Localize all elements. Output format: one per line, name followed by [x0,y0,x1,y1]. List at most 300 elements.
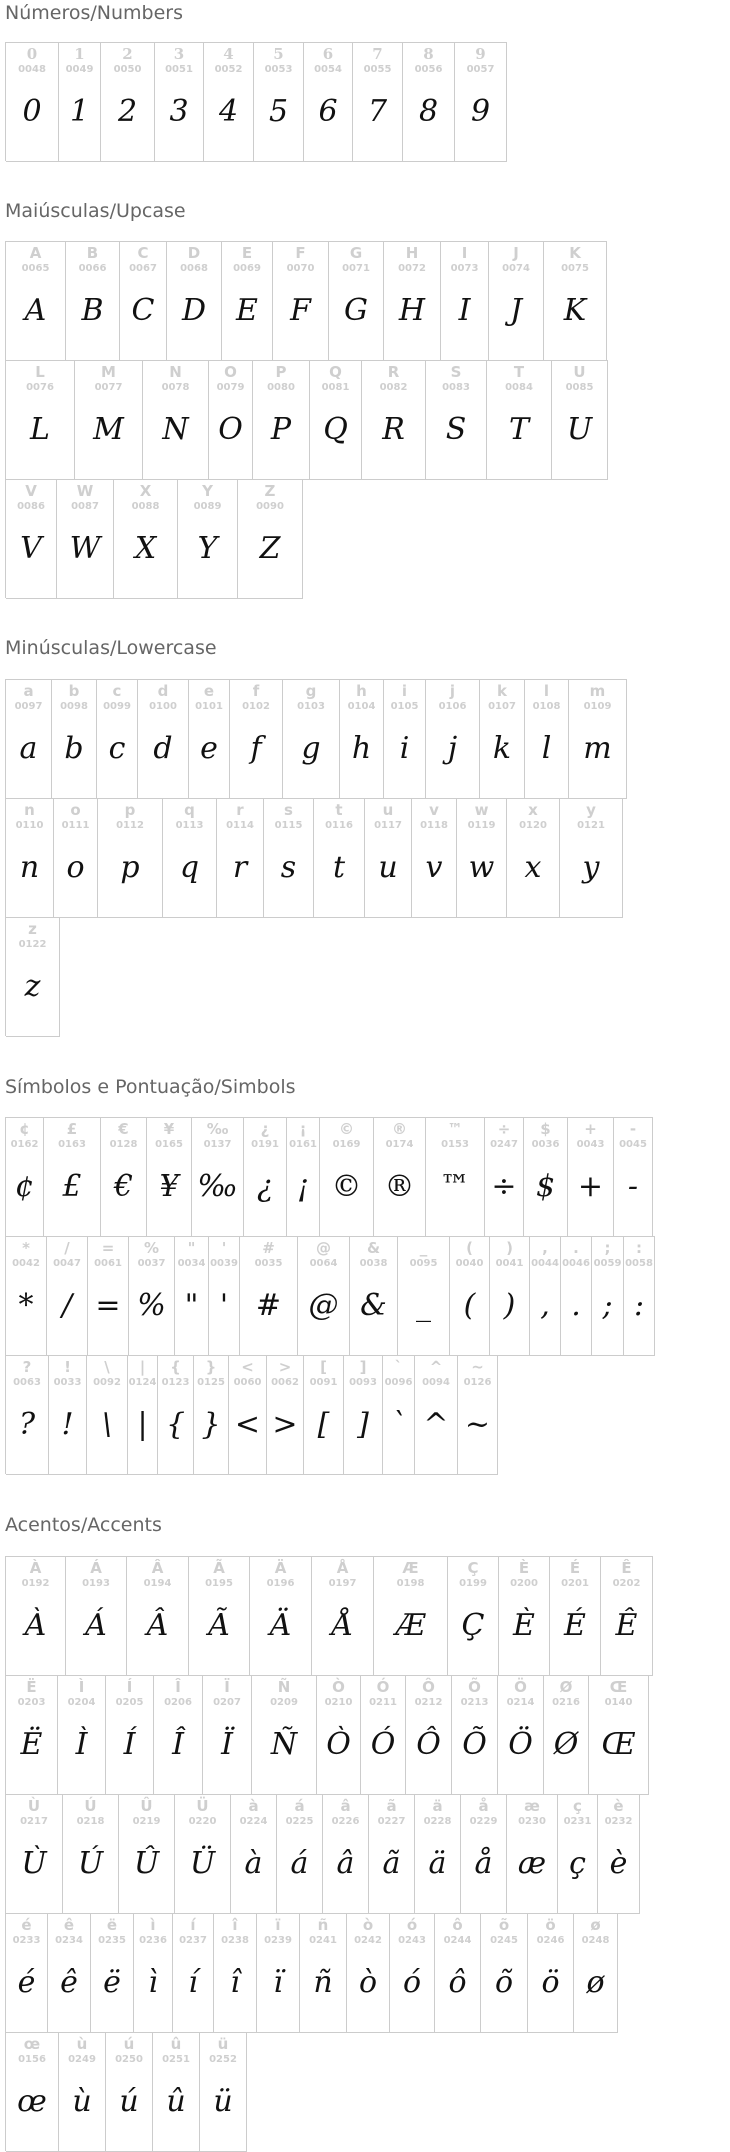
glyph-code-label: 0056 [414,64,443,75]
glyph-char-label: c [112,682,122,700]
glyph-sample: À [24,1608,47,1643]
glyph-code-label: 0105 [390,701,419,712]
glyph-code-label: 0089 [193,501,222,512]
glyph-cell [6,1795,63,1914]
glyph-sample: Î [172,1727,184,1762]
glyph-sample: , [540,1288,550,1323]
glyph-code-label: 0062 [271,1377,299,1388]
glyph-code-label: 0050 [113,64,142,75]
glyph-cell [426,680,480,799]
glyph-sample: û [166,2084,186,2119]
glyph-sample: : [633,1288,645,1323]
glyph-code-label: 0082 [379,382,408,393]
glyph-char-label: œ [23,2035,41,2053]
glyph-char-label: © [339,1120,354,1138]
glyph-char-label: n [24,801,35,819]
glyph-sample: £ [62,1169,82,1204]
glyph-char-label: 8 [423,45,434,63]
glyph-code-label: 0193 [82,1578,110,1589]
glyph-sample: @ [308,1288,339,1323]
glyph-row [5,1236,655,1355]
glyph-char-label: " [187,1239,196,1257]
glyph-char-label: ‰ [206,1120,229,1138]
glyph-char-label: Í [126,1678,133,1696]
glyph-char-label: $ [540,1120,551,1138]
glyph-char-label: Õ [468,1678,481,1696]
glyph-code-label: 0071 [342,263,370,274]
glyph-cell [598,1795,640,1914]
glyph-cell [158,1356,194,1475]
glyph-code-label: 0219 [132,1816,161,1827]
glyph-sample: J [509,293,523,328]
glyph-char-label: k [497,682,507,700]
glyph-sample: > [272,1407,298,1442]
glyph-sample: g [301,731,321,766]
glyph-code-label: 0051 [165,64,193,75]
glyph-char-label: Ô [422,1678,435,1696]
glyph-cell [298,1237,350,1356]
glyph-sample: ä [428,1846,447,1881]
glyph-sample: 2 [117,94,138,129]
glyph-sample: Ê [615,1608,638,1643]
glyph-char-label: f [252,682,260,700]
glyph-sample: é [17,1965,36,2000]
glyph-sample: = [95,1288,121,1323]
glyph-code-label: 0204 [67,1697,96,1708]
glyph-char-label: ¢ [19,1120,30,1138]
glyph-code-label: 0075 [561,263,589,274]
glyph-sample: w [468,850,495,885]
glyph-code-label: 0065 [21,263,50,274]
glyph-cell [63,1795,119,1914]
glyph-code-label: 0066 [78,263,107,274]
glyph-char-label: 9 [475,45,486,63]
glyph-sample: È [513,1608,535,1643]
glyph-sample: Ñ [270,1727,298,1762]
glyph-char-label: ! [64,1358,71,1376]
glyph-cell [353,43,403,162]
glyph-char-label: % [143,1239,160,1257]
glyph-sample: ¿ [256,1169,274,1204]
glyph-row [5,42,507,161]
glyph-sample: M [93,412,124,447]
glyph-cell [58,1676,106,1795]
glyph-char-label: ó [406,1916,418,1934]
glyph-char-label: ^ [429,1358,443,1376]
glyph-char-label: é [21,1916,32,1934]
glyph-char-label: ê [63,1916,75,1934]
glyph-code-label: 0109 [583,701,612,712]
glyph-sample: - [627,1169,639,1204]
glyph-sample: ] [357,1407,369,1442]
glyph-code-label: 0040 [455,1258,484,1269]
section-title-accents: Acentos/Accents [5,1514,162,1536]
glyph-cell [350,1237,398,1356]
glyph-code-label: 0115 [274,820,303,831]
glyph-code-label: 0090 [256,501,284,512]
glyph-code-label: 0242 [354,1935,382,1946]
glyph-cell [267,1356,304,1475]
glyph-sample: E [236,293,258,328]
glyph-char-label: Ó [376,1678,390,1696]
glyph-cell [254,43,304,162]
glyph-cell [277,1795,323,1914]
glyph-char-label: T [513,363,525,381]
glyph-sample: O [218,412,243,447]
glyph-char-label: Ö [514,1678,527,1696]
glyph-code-label: 0119 [467,820,496,831]
glyph-code-label: 0249 [68,2054,96,2065]
glyph-code-label: 0049 [65,64,94,75]
glyph-char-label: : [636,1239,642,1257]
glyph-sample: < [234,1407,261,1442]
glyph-code-label: 0205 [115,1697,144,1708]
glyph-sample: Õ [462,1727,487,1762]
glyph-char-label: N [169,363,182,381]
glyph-char-label: I [461,244,468,262]
glyph-cell [230,680,283,799]
glyph-code-label: 0038 [359,1258,388,1269]
glyph-char-label: â [340,1797,351,1815]
glyph-code-label: 0097 [14,701,43,712]
glyph-row [5,798,623,917]
glyph-code-label: 0228 [423,1816,452,1827]
glyph-cell [398,1237,450,1356]
glyph-sample: Á [85,1608,107,1643]
glyph-sample: ó [402,1965,422,2000]
glyph-code-label: 0161 [289,1139,317,1150]
glyph-cell [528,1914,574,2033]
glyph-sample: Å [331,1608,354,1643]
glyph-cell [406,1676,452,1795]
glyph-cell [524,1118,568,1237]
glyph-code-label: 0121 [577,820,605,831]
glyph-char-label: ù [76,2035,88,2053]
glyph-sample: ñ [313,1965,333,2000]
glyph-char-label: [ [320,1358,327,1376]
glyph-char-label: ö [545,1916,556,1934]
glyph-char-label: j [449,682,456,700]
glyph-sample: u [378,850,398,885]
glyph-cell [317,1676,361,1795]
glyph-code-label: 0238 [221,1935,249,1946]
glyph-code-label: 0244 [443,1935,472,1946]
glyph-char-label: } [205,1358,217,1376]
glyph-sample: ç [569,1846,586,1881]
glyph-sample: ï [273,1965,283,2000]
glyph-char-label: s [284,801,293,819]
glyph-sample: D [181,293,207,328]
glyph-code-label: 0165 [155,1139,183,1150]
glyph-code-label: 0060 [233,1377,262,1388]
glyph-cell [558,1795,598,1914]
glyph-char-label: X [139,482,152,500]
glyph-sample: 8 [418,94,439,129]
glyph-cell [499,1557,550,1676]
glyph-code-label: 0202 [612,1578,641,1589]
glyph-char-label: ¥ [163,1120,175,1138]
glyph-cell [569,680,627,799]
glyph-cell [175,1795,231,1914]
glyph-char-label: ~ [471,1358,484,1376]
glyph-row [5,241,607,360]
glyph-cell [589,1676,649,1795]
glyph-sample: Œ [601,1727,636,1762]
glyph-char-label: Ø [559,1678,573,1696]
glyph-cell [120,242,167,361]
glyph-char-label: \ [104,1358,110,1376]
glyph-char-label: ë [106,1916,118,1934]
glyph-char-label: 2 [122,45,133,63]
glyph-char-label: L [35,363,45,381]
glyph-char-label: _ [419,1239,428,1257]
glyph-char-label: Æ [402,1559,419,1577]
glyph-cell [48,1914,91,2033]
glyph-sample: ) [503,1288,516,1323]
glyph-row [5,2032,247,2151]
glyph-sample: í [188,1965,198,2000]
glyph-sample: W [69,531,101,566]
glyph-cell [6,1118,44,1237]
glyph-char-label: - [629,1120,637,1138]
glyph-cell [384,680,426,799]
glyph-cell [304,43,353,162]
glyph-cell [361,1676,406,1795]
glyph-cell [485,1118,524,1237]
glyph-code-label: 0102 [242,701,270,712]
glyph-sample: L [30,412,50,447]
glyph-sample: v [425,850,443,885]
glyph-sample: [ [317,1407,330,1442]
glyph-code-label: 0211 [369,1697,397,1708]
glyph-cell [238,480,303,599]
glyph-sample: Ã [208,1608,230,1643]
glyph-char-label: õ [498,1916,510,1934]
glyph-char-label: m [589,682,606,700]
glyph-sample: b [64,731,84,766]
glyph-cell [415,1795,461,1914]
glyph-cell [560,799,623,918]
glyph-sample: V [20,531,42,566]
glyph-char-label: ¿ [260,1120,270,1138]
glyph-cell [426,361,487,480]
glyph-char-label: ] [359,1358,367,1376]
glyph-code-label: 0239 [264,1935,292,1946]
glyph-cell [167,242,222,361]
glyph-sample: © [331,1169,362,1204]
glyph-sample: _ [416,1288,431,1323]
glyph-sample: x [524,850,542,885]
glyph-sample: ¡ [296,1169,310,1204]
glyph-code-label: 0104 [347,701,376,712]
glyph-char-label: t [335,801,343,819]
glyph-char-label: W [76,482,94,500]
glyph-char-label: ñ [317,1916,329,1934]
glyph-char-label: H [405,244,419,262]
glyph-sample: q [179,850,200,885]
glyph-code-label: 0117 [374,820,402,831]
glyph-cell [310,361,362,480]
glyph-char-label: ™ [447,1120,463,1138]
glyph-code-label: 0103 [297,701,325,712]
glyph-code-label: 0070 [286,263,315,274]
glyph-code-label: 0201 [561,1578,589,1589]
glyph-char-label: ï [275,1916,281,1934]
glyph-sample: c [108,731,126,766]
glyph-sample: s [280,850,297,885]
glyph-char-label: C [137,244,149,262]
glyph-char-label: Ê [621,1559,632,1577]
glyph-char-label: Å [336,1559,349,1577]
glyph-code-label: 0229 [469,1816,498,1827]
glyph-sample: Æ [395,1608,426,1643]
glyph-cell [101,43,155,162]
glyph-char-label: * [22,1239,30,1257]
glyph-cell [204,43,254,162]
glyph-cell [222,242,273,361]
glyph-cell [217,799,264,918]
glyph-cell [154,1676,203,1795]
glyph-sample: h [351,731,372,766]
glyph-row [5,679,627,798]
glyph-code-label: 0197 [328,1578,357,1589]
glyph-sample: ' [219,1288,229,1323]
glyph-char-label: Î [175,1678,181,1696]
glyph-char-label: Â [151,1559,164,1577]
glyph-code-label: 0252 [209,2054,237,2065]
glyph-cell [143,361,209,480]
glyph-sample: i [399,731,410,766]
glyph-cell [97,680,138,799]
glyph-cell [98,799,163,918]
glyph-cell [6,480,57,599]
glyph-char-label: / [64,1239,70,1257]
glyph-sample: Y [197,531,218,566]
glyph-char-label: Ã [213,1559,225,1577]
glyph-sample: r [232,850,248,885]
glyph-char-label: l [543,682,550,700]
glyph-sample: y [582,850,600,885]
glyph-code-label: 0124 [128,1377,157,1388]
glyph-char-label: Œ [609,1678,628,1696]
glyph-char-label: K [569,244,581,262]
glyph-sample: N [162,412,189,447]
glyph-sample: { [165,1407,186,1442]
glyph-cell [544,242,607,361]
glyph-char-label: 6 [322,45,334,63]
glyph-char-label: Ë [26,1678,37,1696]
glyph-code-label: 0044 [531,1258,559,1269]
glyph-char-label: @ [316,1239,331,1257]
glyph-char-label: h [356,682,367,700]
glyph-char-label: ú [123,2035,135,2053]
glyph-char-label: Ï [224,1678,230,1696]
glyph-sample: ú [119,2084,139,2119]
glyph-cell [383,1356,415,1475]
glyph-char-label: à [248,1797,259,1815]
glyph-char-label: À [29,1559,42,1577]
glyph-cell [6,1237,47,1356]
glyph-cell [138,680,189,799]
glyph-cell [435,1914,481,2033]
glyph-cell [173,1914,214,2033]
glyph-char-label: D [187,244,201,262]
glyph-cell [6,2033,59,2152]
glyph-code-label: 0055 [363,64,392,75]
glyph-row [5,1675,649,1794]
glyph-code-label: 0200 [510,1578,538,1589]
glyph-sample: Ä [269,1608,292,1643]
glyph-char-label: ò [362,1916,374,1934]
glyph-char-label: Ñ [277,1678,291,1696]
glyph-char-label: # [262,1239,275,1257]
glyph-sample: T [508,412,529,447]
glyph-char-label: F [295,244,306,262]
glyph-sample: " [184,1288,199,1323]
glyph-cell [273,242,329,361]
glyph-cell [52,680,97,799]
glyph-sample: è [609,1846,628,1881]
glyph-code-label: 0123 [161,1377,190,1388]
glyph-char-label: G [349,244,363,262]
glyph-char-label: î [232,1916,238,1934]
glyph-char-label: A [29,244,42,262]
glyph-code-label: 0041 [495,1258,524,1269]
section-title-symbols: Símbolos e Pontuação/Simbols [5,1076,296,1098]
glyph-cell [304,1356,344,1475]
glyph-code-label: 0054 [314,64,342,75]
glyph-sample: ! [61,1407,74,1442]
glyph-cell [6,1914,48,2033]
glyph-sample: % [137,1288,166,1323]
glyph-char-label: ; [604,1239,611,1257]
glyph-sample: | [137,1407,148,1442]
glyph-cell [192,1118,244,1237]
glyph-code-label: 0096 [384,1377,413,1388]
glyph-char-label: ( [466,1239,473,1257]
glyph-code-label: 0233 [12,1935,41,1946]
glyph-char-label: 0 [26,45,38,63]
glyph-sample: Ø [553,1727,579,1762]
glyph-sample: z [24,969,41,1004]
glyph-sample: j [447,731,458,766]
glyph-code-label: 0174 [385,1139,414,1150]
glyph-code-label: 0045 [619,1139,647,1150]
glyph-code-label: 0072 [398,263,426,274]
glyph-code-label: 0039 [210,1258,238,1269]
glyph-code-label: 0235 [98,1935,126,1946]
glyph-code-label: 0098 [60,701,88,712]
glyph-sample: l [541,731,552,766]
glyph-char-label: E [241,244,253,262]
glyph-cell [347,1914,390,2033]
glyph-code-label: 0101 [195,701,223,712]
glyph-sample: ~ [464,1407,491,1442]
glyph-cell [362,361,426,480]
glyph-cell [6,361,75,480]
glyph-sample: Ô [416,1727,441,1762]
glyph-sample: d [153,731,173,766]
glyph-char-label: Y [202,482,213,500]
glyph-code-label: 0199 [459,1578,487,1589]
glyph-code-label: 0226 [331,1816,360,1827]
glyph-char-label: á [294,1797,305,1815]
glyph-char-label: ü [217,2035,229,2053]
glyph-cell [114,480,178,599]
glyph-char-label: | [139,1358,146,1376]
glyph-code-label: 0224 [239,1816,268,1827]
glyph-sample: ( [463,1288,476,1323]
